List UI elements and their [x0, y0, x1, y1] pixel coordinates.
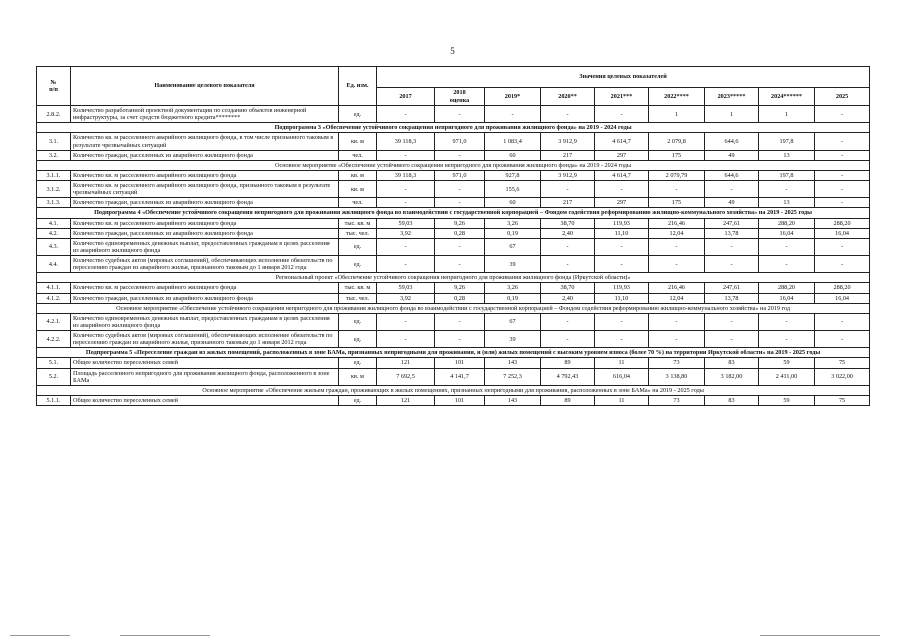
value-cell: 288,20: [815, 283, 870, 293]
value-cell: 143: [485, 358, 541, 368]
value-cell: 2,40: [541, 228, 595, 238]
row-number: 4.4.: [37, 256, 71, 273]
value-cell: 101: [435, 395, 485, 405]
row-number: 3.1.1.: [37, 170, 71, 180]
unit-cell: ед.: [339, 395, 377, 405]
indicator-name: Общее количество переселенных семей: [71, 395, 339, 405]
value-cell: 3 138,80: [649, 368, 705, 385]
value-cell: -: [815, 198, 870, 208]
value-cell: 971,0: [435, 133, 485, 150]
unit-cell: ед.: [339, 313, 377, 330]
value-cell: -: [759, 181, 815, 198]
targets-table: [36, 66, 870, 406]
col-name-header: Наименование целевого показателя: [71, 67, 339, 106]
value-cell: 59: [759, 358, 815, 368]
value-cell: 59: [759, 395, 815, 405]
value-cell: 38,70: [541, 218, 595, 228]
value-cell: -: [649, 313, 705, 330]
row-number: 4.3.: [37, 238, 71, 255]
subsection-heading-row: [37, 160, 870, 170]
value-cell: 13: [759, 150, 815, 160]
value-cell: 0,19: [485, 293, 541, 303]
value-cell: 247,61: [705, 283, 759, 293]
value-cell: 75: [815, 358, 870, 368]
unit-cell: ед.: [339, 238, 377, 255]
indicator-name: Количество судебных актов (мировых соглашений), обеспечивающих исполнение обязательств по переселению граждан из аварийного жилья, признанного таковым до 1 января 2012 года: [71, 331, 339, 348]
value-cell: 247,61: [705, 218, 759, 228]
value-cell: -: [815, 133, 870, 150]
row-number: 3.1.3.: [37, 198, 71, 208]
indicator-name: Количество кв. м расселенного аварийного жилищного фонда: [71, 218, 339, 228]
value-cell: 3 022,00: [815, 368, 870, 385]
value-cell: 16,04: [759, 228, 815, 238]
value-cell: 7 252,3: [485, 368, 541, 385]
value-cell: 216,46: [649, 283, 705, 293]
subsection-heading: Региональный проект «Обеспечение устойчивого сокращения непригодного для проживания жилищного фонда (Иркутской области)»: [37, 273, 870, 283]
value-cell: 4 792,43: [541, 368, 595, 385]
value-cell: 39 118,3: [377, 133, 435, 150]
value-cell: -: [377, 238, 435, 255]
value-cell: -: [705, 331, 759, 348]
table-row: [37, 293, 870, 303]
value-cell: -: [435, 181, 485, 198]
value-cell: 1 083,4: [485, 133, 541, 150]
value-cell: -: [541, 106, 595, 123]
unit-cell: тыс. чел.: [339, 293, 377, 303]
value-cell: -: [377, 106, 435, 123]
unit-cell: тыс. кв. м: [339, 283, 377, 293]
value-cell: 971,0: [435, 170, 485, 180]
unit-cell: тыс. чел.: [339, 228, 377, 238]
table-row: [37, 150, 870, 160]
subsection-heading-row: [37, 303, 870, 313]
section-heading: Подпрограмма 4 «Обеспечение устойчивого сокращения непригодного для проживания жилищного фонда во взаимодействии с государственной корпорацией – Фондом содействия реформированию жилищно-коммунального хозяйства» на 2019 - 2025 годы: [37, 208, 870, 218]
value-cell: 89: [541, 358, 595, 368]
value-cell: 4 614,7: [595, 170, 649, 180]
value-cell: -: [595, 256, 649, 273]
value-cell: 2 411,00: [759, 368, 815, 385]
indicator-name: Количество кв. м расселенного аварийного жилищного фонда: [71, 283, 339, 293]
row-number: 4.1.: [37, 218, 71, 228]
value-cell: 11,10: [595, 293, 649, 303]
value-cell: -: [377, 256, 435, 273]
value-cell: -: [541, 181, 595, 198]
row-number: 2.8.2.: [37, 106, 71, 123]
indicator-name: Количество граждан, расселенных из аварийного жилищного фонда: [71, 150, 339, 160]
value-cell: 175: [649, 150, 705, 160]
year-header: 2024******: [759, 88, 815, 106]
unit-cell: чел.: [339, 150, 377, 160]
indicator-name: Количество единовременных денежных выплат, предоставленных гражданам в целях расселения из аварийного жилищного фонда: [71, 238, 339, 255]
value-cell: -: [759, 331, 815, 348]
table-row: [37, 256, 870, 273]
value-cell: -: [815, 313, 870, 330]
unit-cell: ед.: [339, 106, 377, 123]
year-header: 2023*****: [705, 88, 759, 106]
value-cell: 59,03: [377, 218, 435, 228]
value-cell: -: [435, 238, 485, 255]
table-row: [37, 228, 870, 238]
value-cell: 121: [377, 358, 435, 368]
value-cell: 927,8: [485, 170, 541, 180]
value-cell: -: [377, 198, 435, 208]
value-cell: 297: [595, 150, 649, 160]
unit-cell: чел.: [339, 198, 377, 208]
unit-cell: тыс. кв. м: [339, 218, 377, 228]
value-cell: 12,04: [649, 293, 705, 303]
value-cell: 73: [649, 358, 705, 368]
row-number: 5.2.: [37, 368, 71, 385]
col-unit-header: Ед. изм.: [339, 67, 377, 106]
value-cell: 0,28: [435, 228, 485, 238]
row-number: 4.1.1.: [37, 283, 71, 293]
value-cell: 644,6: [705, 170, 759, 180]
value-cell: 59,03: [377, 283, 435, 293]
value-cell: 197,8: [759, 170, 815, 180]
value-cell: -: [705, 313, 759, 330]
scan-artifact: [760, 635, 880, 636]
value-cell: -: [377, 181, 435, 198]
value-cell: -: [649, 331, 705, 348]
header-row-1: [37, 67, 870, 88]
unit-cell: ед.: [339, 256, 377, 273]
unit-cell: кв. м: [339, 181, 377, 198]
unit-cell: кв. м: [339, 133, 377, 150]
table-row: [37, 170, 870, 180]
value-cell: -: [435, 198, 485, 208]
value-cell: -: [595, 181, 649, 198]
indicator-name: Количество граждан, расселенных из аварийного жилищного фонда: [71, 198, 339, 208]
value-cell: 75: [815, 395, 870, 405]
value-cell: 83: [705, 358, 759, 368]
value-cell: 101: [435, 358, 485, 368]
value-cell: 13: [759, 198, 815, 208]
value-cell: 7 692,5: [377, 368, 435, 385]
table-row: [37, 368, 870, 385]
value-cell: -: [435, 313, 485, 330]
section-heading: Подпрограмма 3 «Обеспечение устойчивого сокращения непригодного для проживания жилищного фонда» на 2019 - 2024 годы: [37, 123, 870, 133]
value-cell: 16,04: [815, 293, 870, 303]
table-row: [37, 358, 870, 368]
value-cell: 143: [485, 395, 541, 405]
value-cell: -: [705, 238, 759, 255]
value-cell: 3,26: [485, 218, 541, 228]
row-number: 4.1.2.: [37, 293, 71, 303]
value-cell: 2,40: [541, 293, 595, 303]
value-cell: -: [815, 170, 870, 180]
col-no-header: № п/п: [37, 67, 71, 106]
table-row: [37, 106, 870, 123]
year-header: 2018 оценка: [435, 88, 485, 106]
value-cell: 1: [759, 106, 815, 123]
value-cell: 217: [541, 150, 595, 160]
value-cell: 288,20: [759, 218, 815, 228]
value-cell: -: [815, 331, 870, 348]
value-cell: 9,26: [435, 283, 485, 293]
value-cell: 67: [485, 238, 541, 255]
unit-cell: ед.: [339, 358, 377, 368]
value-cell: 39: [485, 331, 541, 348]
indicator-name: Площадь расселенного непригодного для проживания жилищного фонда, расположенного в зоне БАМа: [71, 368, 339, 385]
value-cell: 616,04: [595, 368, 649, 385]
year-header: 2019*: [485, 88, 541, 106]
value-cell: 175: [649, 198, 705, 208]
value-cell: -: [649, 256, 705, 273]
col-values-header: Значения целевых показателей: [377, 67, 870, 88]
table-row: [37, 238, 870, 255]
value-cell: 4 614,7: [595, 133, 649, 150]
value-cell: 288,20: [759, 283, 815, 293]
value-cell: -: [595, 106, 649, 123]
table-row: [37, 331, 870, 348]
value-cell: -: [759, 313, 815, 330]
value-cell: 3,92: [377, 228, 435, 238]
value-cell: 217: [541, 198, 595, 208]
scan-artifact: [120, 635, 210, 636]
row-number: 5.1.1.: [37, 395, 71, 405]
value-cell: 39: [485, 256, 541, 273]
value-cell: 197,8: [759, 133, 815, 150]
row-number: 3.1.2.: [37, 181, 71, 198]
value-cell: -: [541, 331, 595, 348]
value-cell: 11,10: [595, 228, 649, 238]
row-number: 3.2.: [37, 150, 71, 160]
table-row: [37, 218, 870, 228]
value-cell: -: [815, 181, 870, 198]
value-cell: -: [541, 256, 595, 273]
year-header: 2020**: [541, 88, 595, 106]
section-heading-row: [37, 123, 870, 133]
value-cell: 39 118,3: [377, 170, 435, 180]
value-cell: 13,78: [705, 228, 759, 238]
value-cell: 3 912,9: [541, 170, 595, 180]
unit-cell: кв. м: [339, 170, 377, 180]
value-cell: 49: [705, 150, 759, 160]
value-cell: 12,04: [649, 228, 705, 238]
unit-cell: кв. м: [339, 368, 377, 385]
value-cell: 67: [485, 313, 541, 330]
row-number: 4.2.1.: [37, 313, 71, 330]
value-cell: 16,04: [759, 293, 815, 303]
value-cell: -: [759, 256, 815, 273]
value-cell: -: [435, 331, 485, 348]
value-cell: 3,92: [377, 293, 435, 303]
value-cell: -: [649, 238, 705, 255]
value-cell: 288,20: [815, 218, 870, 228]
value-cell: 11: [595, 358, 649, 368]
value-cell: 644,6: [705, 133, 759, 150]
value-cell: -: [815, 150, 870, 160]
value-cell: 16,04: [815, 228, 870, 238]
table-row: [37, 313, 870, 330]
value-cell: 0,19: [485, 228, 541, 238]
indicator-name: Количество кв. м расселенного аварийного жилищного фонда, признанного таковым в результате чрезвычайных ситуаций: [71, 181, 339, 198]
value-cell: 2 079,79: [649, 170, 705, 180]
value-cell: 73: [649, 395, 705, 405]
value-cell: -: [815, 106, 870, 123]
value-cell: -: [595, 331, 649, 348]
value-cell: 1: [649, 106, 705, 123]
indicator-name: Количество судебных актов (мировых соглашений), обеспечивающих исполнение обязательств по переселению граждан из аварийного жилья, признанного таковым до 1 января 2012 года: [71, 256, 339, 273]
year-header: 2025: [815, 88, 870, 106]
table-row: [37, 283, 870, 293]
value-cell: 0,28: [435, 293, 485, 303]
value-cell: -: [815, 256, 870, 273]
indicator-name: Количество разработанной проектной документации по созданию объектов инженерной инфраструктуры, за счет средств бюджетного кредита********: [71, 106, 339, 123]
value-cell: 83: [705, 395, 759, 405]
value-cell: 119,93: [595, 218, 649, 228]
section-heading: Подпрограмма 5 «Переселение граждан из жилых помещений, расположенных в зоне БАМа, признанных непригодными для проживания, и (или) жилых помещений с высоким уровнем износа (более 70 %) на территории Иркутской области» на 2019 - 2025 годы: [37, 348, 870, 358]
value-cell: 89: [541, 395, 595, 405]
table-row: [37, 198, 870, 208]
indicator-name: Количество граждан, расселенных из аварийного жилищного фонда: [71, 228, 339, 238]
row-number: 3.1.: [37, 133, 71, 150]
scan-artifact: [10, 635, 70, 636]
value-cell: 4 141,7: [435, 368, 485, 385]
section-heading-row: [37, 208, 870, 218]
value-cell: -: [815, 238, 870, 255]
value-cell: 2 079,8: [649, 133, 705, 150]
value-cell: 119,93: [595, 283, 649, 293]
indicator-name: Общее количество переселенных семей: [71, 358, 339, 368]
value-cell: 121: [377, 395, 435, 405]
table-row: [37, 133, 870, 150]
value-cell: 60: [485, 198, 541, 208]
value-cell: 13,78: [705, 293, 759, 303]
page-number: 5: [450, 46, 455, 56]
value-cell: 3,26: [485, 283, 541, 293]
year-header: 2017: [377, 88, 435, 106]
table-row: [37, 395, 870, 405]
value-cell: 297: [595, 198, 649, 208]
value-cell: -: [435, 106, 485, 123]
value-cell: 155,6: [485, 181, 541, 198]
value-cell: 216,46: [649, 218, 705, 228]
value-cell: 3 912,9: [541, 133, 595, 150]
subsection-heading-row: [37, 273, 870, 283]
value-cell: -: [435, 150, 485, 160]
value-cell: -: [377, 331, 435, 348]
value-cell: -: [759, 238, 815, 255]
value-cell: 11: [595, 395, 649, 405]
subsection-heading: Основное мероприятие «Обеспечение устойчивого сокращения непригодного для проживания жилищного фонда» на 2019 - 2024 годы: [37, 160, 870, 170]
year-header: 2022****: [649, 88, 705, 106]
indicator-name: Количество кв. м расселенного аварийного жилищного фонда, в том числе признанного таковым в результате чрезвычайных ситуаций: [71, 133, 339, 150]
indicator-name: Количество единовременных денежных выплат, предоставленных гражданам в целях расселения из аварийного жилищного фонда: [71, 313, 339, 330]
subsection-heading: Основное мероприятие «Обеспечение жильем граждан, проживающих в жилых помещениях, признанных непригодными для проживания, расположенных в зоне БАМа» на 2019 - 2025 годы: [37, 385, 870, 395]
row-number: 4.2.: [37, 228, 71, 238]
value-cell: -: [377, 150, 435, 160]
row-number: 4.2.2.: [37, 331, 71, 348]
subsection-heading-row: [37, 385, 870, 395]
value-cell: -: [595, 313, 649, 330]
unit-cell: ед.: [339, 331, 377, 348]
value-cell: 1: [705, 106, 759, 123]
value-cell: -: [705, 256, 759, 273]
value-cell: -: [541, 313, 595, 330]
table-row: [37, 181, 870, 198]
value-cell: -: [435, 256, 485, 273]
section-heading-row: [37, 348, 870, 358]
row-number: 5.1.: [37, 358, 71, 368]
value-cell: -: [485, 106, 541, 123]
value-cell: -: [705, 181, 759, 198]
value-cell: 60: [485, 150, 541, 160]
indicator-name: Количество кв. м расселенного аварийного жилищного фонда: [71, 170, 339, 180]
subsection-heading: Основное мероприятие «Обеспечение устойчивого сокращения непригодного для проживания жилищного фонда во взаимодействии с государственной корпорацией – Фондом содействия реформированию жилищно-коммунального хозяйства» на 2019 год: [37, 303, 870, 313]
indicator-name: Количество граждан, расселенных из аварийного жилищного фонда: [71, 293, 339, 303]
value-cell: 49: [705, 198, 759, 208]
year-header: 2021***: [595, 88, 649, 106]
value-cell: 9,26: [435, 218, 485, 228]
value-cell: -: [541, 238, 595, 255]
value-cell: 38,70: [541, 283, 595, 293]
value-cell: -: [377, 313, 435, 330]
value-cell: -: [595, 238, 649, 255]
value-cell: -: [649, 181, 705, 198]
value-cell: 3 182,00: [705, 368, 759, 385]
